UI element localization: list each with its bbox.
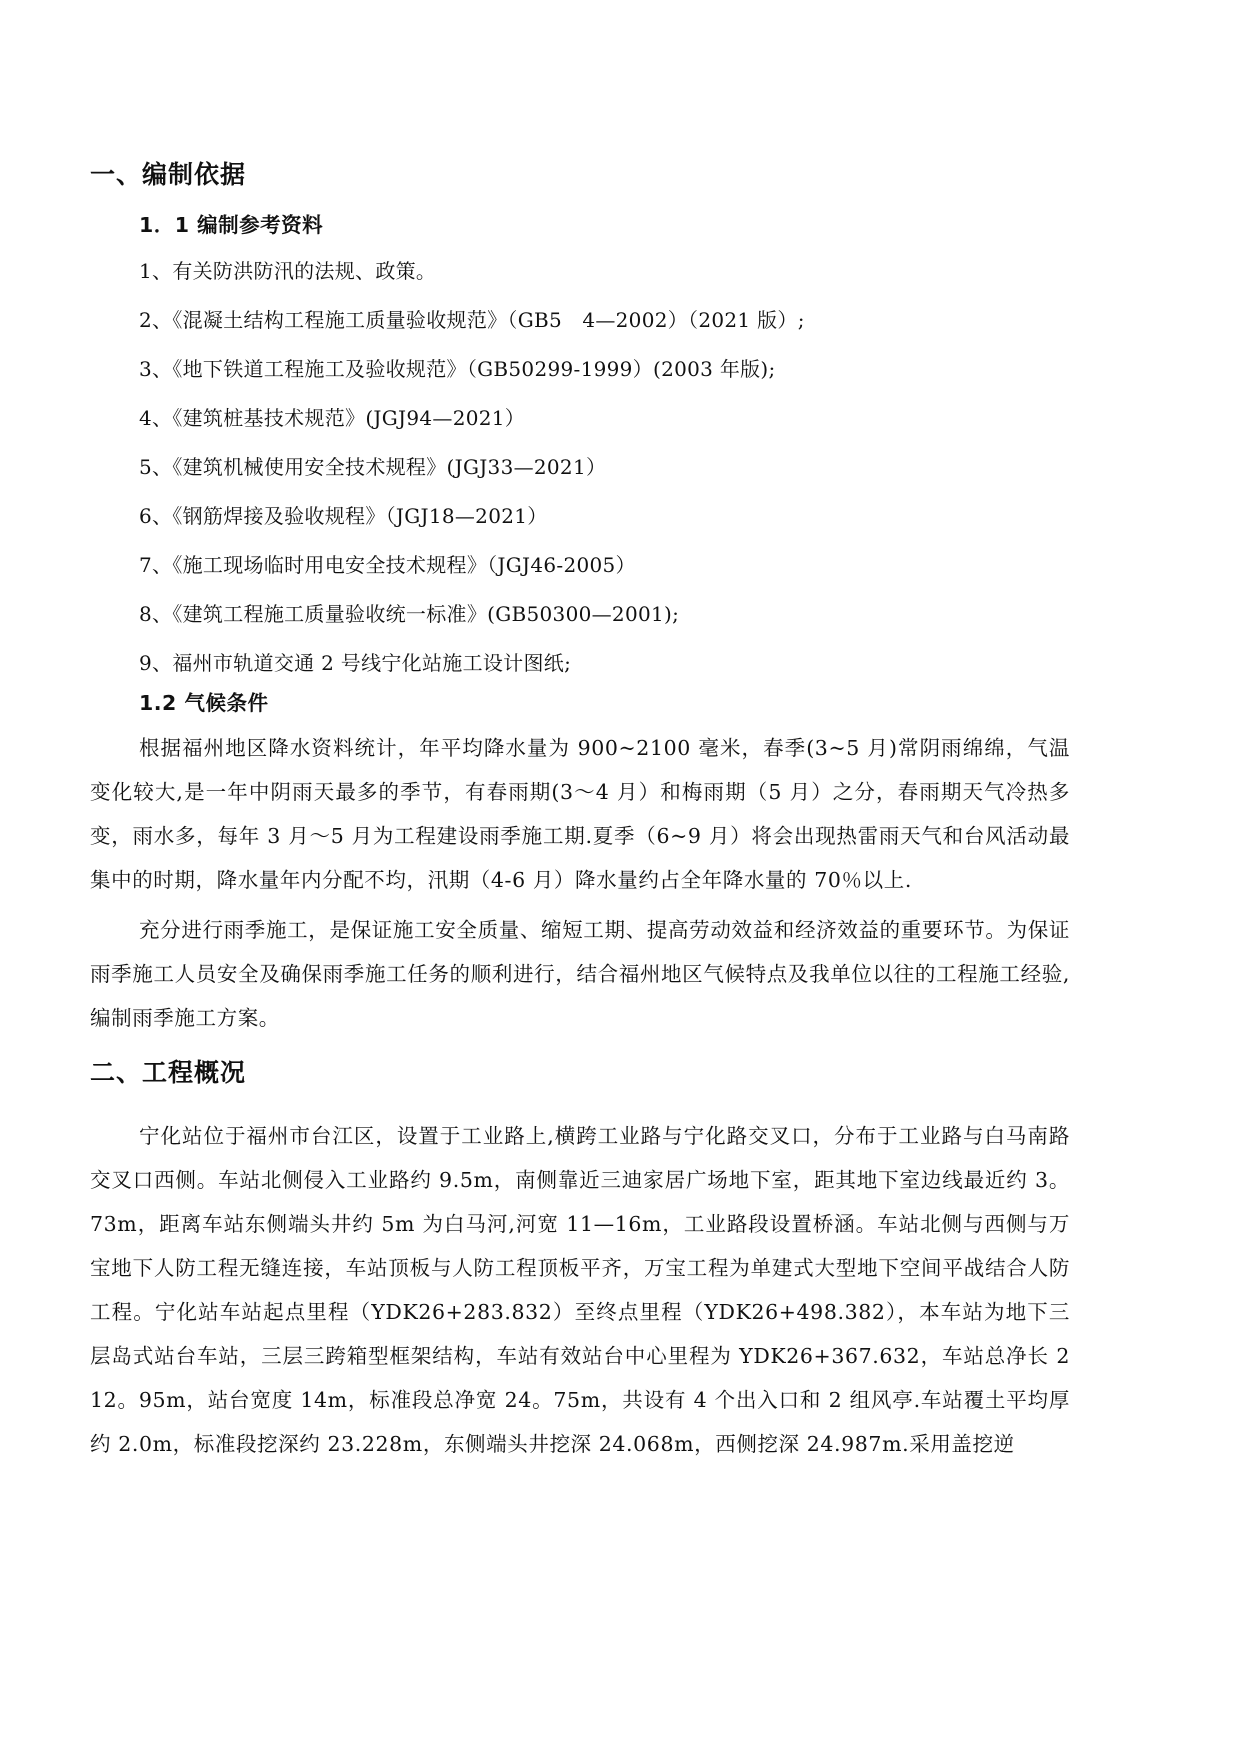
reference-item: 3、《地下铁道工程施工及验收规范》（GB50299-1999）(2003 年版); bbox=[139, 357, 776, 381]
section-heading-overview: 二、工程概况 bbox=[90, 1058, 247, 1087]
reference-item: 7、《施工现场临时用电安全技术规程》（JGJ46-2005） bbox=[139, 553, 636, 577]
reference-item: 2、《混凝土结构工程施工质量验收规范》（GB5 4—2002）（2021 版）; bbox=[139, 308, 805, 332]
climate-paragraph-rainfall: 根据福州地区降水资料统计，年平均降水量为 900~2100 毫米，春季(3~5 月)常阴雨绵绵，气温变化较大,是一年中阴雨天最多的季节，有春雨期(3～4 月）和梅雨期（5 月）之分，春雨期天气冷热多变，雨水多，每年 3 月～5 月为工程建设雨季施工期.夏季（6~9 月）将会出现热雷雨天气和台风活动最集中的时期，降水量年内分配不均，汛期（4-6 月）降水量约占全年降水量的 70％以上. bbox=[90, 736, 1070, 892]
climate-paragraph-rainy-season: 充分进行雨季施工，是保证施工安全质量、缩短工期、提高劳动效益和经济效益的重要环节。为保证雨季施工人员安全及确保雨季施工任务的顺利进行，结合福州地区气候特点及我单位以往的工程施工经验,编制雨季施工方案。 bbox=[90, 918, 1070, 1030]
reference-item: 4、《建筑桩基技术规范》(JGJ94—2021） bbox=[139, 406, 526, 430]
subsection-heading-references: 1．1 编制参考资料 bbox=[139, 213, 324, 237]
subsection-heading-climate: 1.2 气候条件 bbox=[139, 691, 269, 715]
document-body bbox=[90, 158, 1070, 1466]
reference-item: 8、《建筑工程施工质量验收统一标准》(GB50300—2001); bbox=[139, 602, 680, 626]
reference-item: 5、《建筑机械使用安全技术规程》(JGJ33—2021） bbox=[139, 455, 607, 479]
reference-item: 9、福州市轨道交通 2 号线宁化站施工设计图纸; bbox=[139, 651, 572, 675]
reference-item: 6、《钢筋焊接及验收规程》（JGJ18—2021） bbox=[139, 504, 548, 528]
reference-list bbox=[90, 258, 1070, 676]
reference-item: 1、有关防洪防汛的法规、政策。 bbox=[139, 259, 437, 283]
section-heading-basis: 一、编制依据 bbox=[90, 160, 247, 189]
overview-paragraph: 宁化站位于福州市台江区，设置于工业路上,横跨工业路与宁化路交叉口，分布于工业路与白马南路交叉口西侧。车站北侧侵入工业路约 9.5m，南侧靠近三迪家居广场地下室，距其地下室边线最近约 3。73m，距离车站东侧端头井约 5m 为白马河,河宽 11—16m，工业路段设置桥涵。车站北侧与西侧与万宝地下人防工程无缝连接，车站顶板与人防工程顶板平齐，万宝工程为单建式大型地下空间平战结合人防工程。宁化站车站起点里程（YDK26+283.832）至终点里程（YDK26+498.382），本车站为地下三层岛式站台车站，三层三跨箱型框架结构，车站有效站台中心里程为 YDK26+367.632，车站总净长 212。95m，站台宽度 14m，标准段总净宽 24。75m，共设有 4 个出入口和 2 组风亭.车站覆土平均厚约 2.0m，标准段挖深约 23.228m，东侧端头井挖深 24.068m，西侧挖深 24.987m.采用盖挖逆 bbox=[90, 1124, 1070, 1456]
